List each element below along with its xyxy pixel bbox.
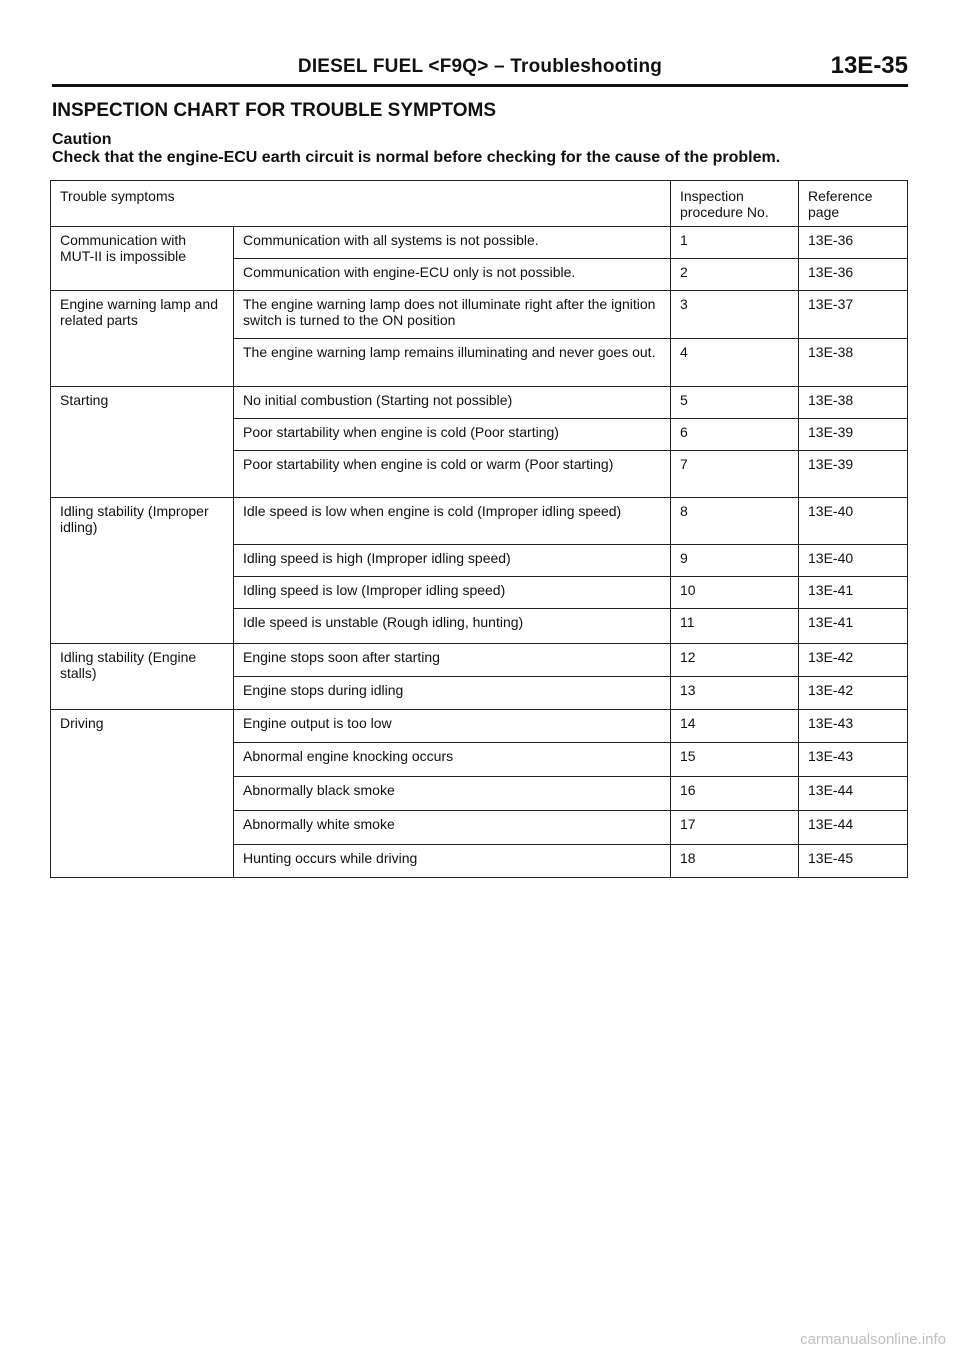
table-body [51,227,908,878]
reference-page-cell: 13E-41 [799,577,908,609]
symptom-category-cell: Idling stability (Engine stalls) [51,644,234,710]
symptom-description-cell: Idle speed is low when engine is cold (Improper idling speed) [234,498,671,545]
symptom-description-cell: Poor startability when engine is cold (Poor starting) [234,419,671,451]
inspection-procedure-cell: 15 [671,743,799,777]
inspection-procedure-cell: 10 [671,577,799,609]
column-header-reference-page: Reference page [799,181,908,227]
table-row [51,710,908,743]
symptom-description-cell: Engine stops during idling [234,677,671,710]
inspection-procedure-cell: 3 [671,291,799,339]
section-title: INSPECTION CHART FOR TROUBLE SYMPTOMS [52,100,497,121]
inspection-procedure-cell: 9 [671,545,799,577]
symptom-category-cell: Idling stability (Improper idling) [51,498,234,644]
symptom-description-cell: Abnormal engine knocking occurs [234,743,671,777]
inspection-procedure-cell: 4 [671,339,799,387]
symptom-description-cell: Engine stops soon after starting [234,644,671,677]
header-title: DIESEL FUEL <F9Q> – Troubleshooting [297,56,663,77]
reference-page-cell: 13E-40 [799,498,908,545]
symptom-description-cell: Communication with all systems is not possible. [234,227,671,259]
inspection-procedure-cell: 5 [671,387,799,419]
inspection-procedure-cell: 12 [671,644,799,677]
reference-page-cell: 13E-43 [799,743,908,777]
symptom-description-cell: The engine warning lamp remains illuminating and never goes out. [234,339,671,387]
caution-label: Caution [52,131,112,148]
reference-page-cell: 13E-41 [799,609,908,644]
table-row [51,644,908,677]
reference-page-cell: 13E-42 [799,677,908,710]
inspection-procedure-cell: 11 [671,609,799,644]
reference-page-cell: 13E-45 [799,845,908,878]
column-header-trouble-symptoms: Trouble symptoms [51,181,671,227]
inspection-procedure-cell: 8 [671,498,799,545]
reference-page-cell: 13E-44 [799,811,908,845]
symptom-description-cell: Idling speed is high (Improper idling speed) [234,545,671,577]
symptom-description-cell: Abnormally white smoke [234,811,671,845]
reference-page-cell: 13E-42 [799,644,908,677]
table-row [51,387,908,419]
reference-page-cell: 13E-38 [799,339,908,387]
symptom-description-cell: Abnormally black smoke [234,777,671,811]
header-page-number: 13E-35 [830,52,908,79]
reference-page-cell: 13E-39 [799,419,908,451]
symptom-description-cell: Idle speed is unstable (Rough idling, hunting) [234,609,671,644]
symptom-category-cell: Communication with MUT-II is impossible [51,227,234,291]
inspection-chart-table [50,180,908,878]
symptom-description-cell: Poor startability when engine is cold or warm (Poor starting) [234,451,671,498]
inspection-procedure-cell: 7 [671,451,799,498]
inspection-procedure-cell: 1 [671,227,799,259]
inspection-procedure-cell: 16 [671,777,799,811]
reference-page-cell: 13E-36 [799,227,908,259]
reference-page-cell: 13E-44 [799,777,908,811]
caution-text: Check that the engine-ECU earth circuit is normal before checking for the cause of the problem. [52,149,781,166]
reference-page-cell: 13E-43 [799,710,908,743]
inspection-procedure-cell: 2 [671,259,799,291]
symptom-category-cell: Starting [51,387,234,498]
column-header-inspection-procedure: Inspection procedure No. [671,181,799,227]
table-row [51,291,908,339]
watermark-text: carmanualsonline.info [800,1331,946,1348]
reference-page-cell: 13E-40 [799,545,908,577]
symptom-category-cell: Driving [51,710,234,878]
table-row [51,227,908,259]
inspection-procedure-cell: 14 [671,710,799,743]
symptom-description-cell: No initial combustion (Starting not possible) [234,387,671,419]
symptom-description-cell: The engine warning lamp does not illuminate right after the ignition switch is turned to the ON position [234,291,671,339]
reference-page-cell: 13E-37 [799,291,908,339]
page-header [52,50,908,87]
inspection-procedure-cell: 17 [671,811,799,845]
symptom-description-cell: Hunting occurs while driving [234,845,671,878]
symptom-description-cell: Communication with engine-ECU only is not possible. [234,259,671,291]
reference-page-cell: 13E-36 [799,259,908,291]
reference-page-cell: 13E-38 [799,387,908,419]
inspection-procedure-cell: 6 [671,419,799,451]
symptom-description-cell: Engine output is too low [234,710,671,743]
symptom-category-cell: Engine warning lamp and related parts [51,291,234,387]
table-header-row [51,181,908,227]
reference-page-cell: 13E-39 [799,451,908,498]
inspection-procedure-cell: 18 [671,845,799,878]
inspection-procedure-cell: 13 [671,677,799,710]
table-row [51,498,908,545]
symptom-description-cell: Idling speed is low (Improper idling speed) [234,577,671,609]
